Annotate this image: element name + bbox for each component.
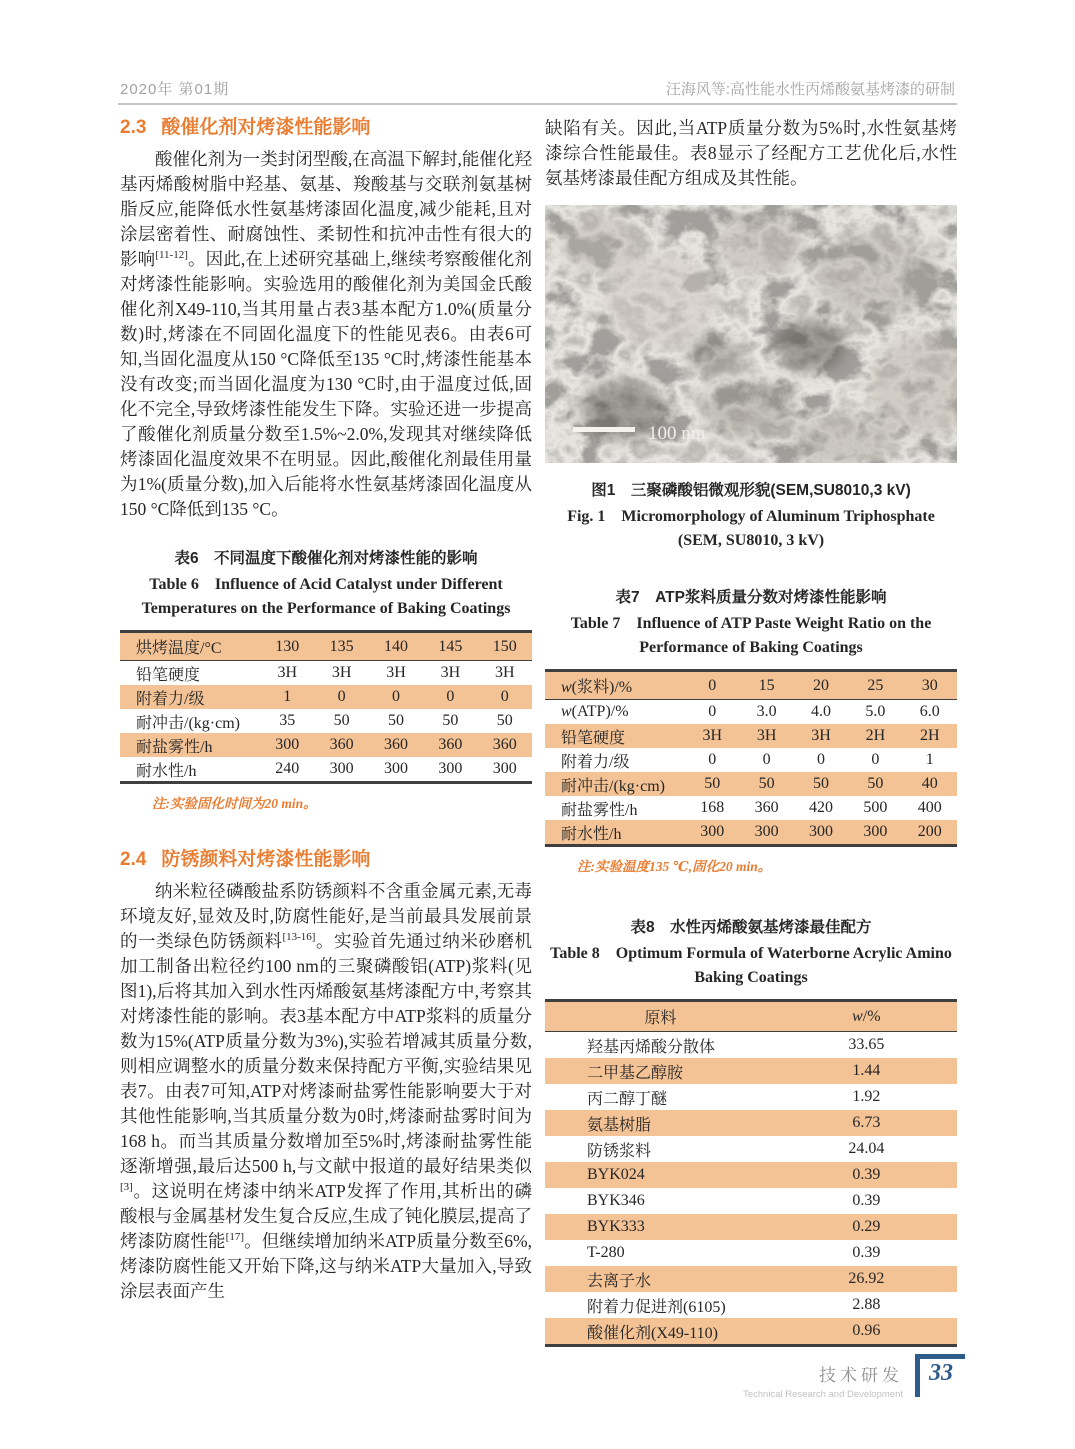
cell-value: 0 — [708, 751, 717, 768]
row-label: 附着力/级 — [561, 753, 630, 771]
header-issue: 2020年 第01期 — [120, 81, 230, 98]
cell-value: 360 — [314, 733, 368, 757]
row-label: 铅笔硬度 — [545, 724, 685, 748]
cell-value: 50 — [333, 712, 350, 729]
cell-value: 130 — [260, 632, 314, 661]
cell-value: 4.0 — [811, 703, 832, 720]
table8-caption-en: Table 8 Optimum Formula of Waterborne Acrylic Amino Baking Coatings — [550, 945, 952, 986]
cell-value: 420 — [809, 799, 834, 816]
row-label: 去离子水 — [545, 1266, 776, 1292]
row-label: 附着力促进剂(6105) — [587, 1298, 726, 1316]
cell-value: 0 — [708, 703, 717, 720]
cell-value: 135 — [314, 632, 368, 661]
row-label: 耐盐雾性/h — [120, 733, 260, 757]
table-row — [545, 1214, 957, 1240]
cell-value: 300 — [685, 820, 739, 846]
page-number-box — [915, 1354, 965, 1397]
row-label: 二甲基乙醇胺 — [545, 1058, 776, 1084]
cell-value: 1 — [925, 751, 934, 768]
cell-value: w/% — [776, 1001, 957, 1032]
table-row — [545, 772, 957, 796]
row-label: 酸催化剂(X49-110) — [545, 1318, 776, 1346]
cell-value: 50 — [685, 772, 739, 796]
footer-labels — [743, 1361, 903, 1400]
text-run: 。但继续增加纳米ATP质量分数至6%,烤漆防腐性能又开始下降,这与纳米ATP大量加入,导致涂层表面产生 — [120, 1231, 532, 1301]
cell-value: 300 — [438, 760, 463, 777]
cell-value: 26.92 — [776, 1266, 957, 1292]
cell-value: 500 — [863, 799, 888, 816]
cell-value: 0 — [314, 685, 368, 709]
cell-value: 168 — [700, 799, 725, 816]
cell-value: 360 — [423, 733, 477, 757]
row-label: T-280 — [587, 1244, 625, 1261]
cell-value: 40 — [903, 772, 957, 796]
row-label: 耐冲击/(kg·cm) — [545, 772, 685, 796]
cell-value: 0.29 — [776, 1214, 957, 1240]
row-label: 耐冲击/(kg·cm) — [136, 714, 240, 732]
table7 — [545, 669, 957, 847]
section-number: 2.4 — [120, 849, 147, 870]
page-footer — [743, 1354, 965, 1400]
cell-value: 0 — [423, 685, 477, 709]
table-row — [545, 671, 957, 700]
cell-value: 360 — [369, 733, 423, 757]
table-row — [545, 1032, 957, 1059]
citation-ref: [17] — [225, 1231, 244, 1244]
paragraph-2-3 — [120, 147, 532, 522]
cell-value: 50 — [739, 772, 793, 796]
cell-value: 360 — [754, 799, 779, 816]
row-label: 羟基丙烯酸分散体 — [587, 1038, 716, 1056]
cell-value: 24.04 — [848, 1140, 885, 1157]
table6-note: 注:实验固化时间为20 min。 — [152, 796, 317, 811]
cell-value: 3H — [277, 664, 298, 681]
figure1-caption-cn: 图1 三聚磷酸铝微观形貌(SEM,SU8010,3 kV) — [591, 482, 911, 499]
figure1-caption-en: Fig. 1 Micromorphology of Aluminum Triphosphate (SEM, SU8010, 3 kV) — [567, 508, 935, 549]
cell-value: 0.96 — [776, 1318, 957, 1346]
table-row — [545, 748, 957, 772]
row-label: 丙二醇丁醚 — [587, 1090, 668, 1108]
table8-caption-cn: 表8 水性丙烯酸氨基烤漆最佳配方 — [630, 919, 872, 936]
table-row — [545, 724, 957, 748]
table-row — [545, 1266, 957, 1292]
scale-bar-label: 100 nm — [648, 423, 706, 444]
cell-value: 300 — [384, 760, 409, 777]
row-label: w(浆料)/% — [545, 671, 685, 700]
cell-value: 5.0 — [865, 703, 886, 720]
cell-value: 3H — [495, 664, 515, 681]
cell-value: 25 — [848, 671, 902, 700]
text-run: 酸催化剂为一类封闭型酸,在高温下解封,能催化羟基丙烯酸树脂中羟基、氨基、羧酸基与交联剂氨基树脂反应,能降低水性氨基烤漆固化温度,减少能耗,且对涂层密着性、耐腐蚀性、柔韧性和抗冲击性有很大的影响 — [120, 149, 532, 269]
table-row — [545, 1058, 957, 1084]
table-row — [545, 1084, 957, 1110]
table-row — [545, 820, 957, 846]
figure1 — [545, 205, 957, 553]
row-label: 附着力/级 — [120, 685, 260, 709]
citation-ref: [11-12] — [155, 249, 188, 262]
cell-value: 0 — [762, 751, 771, 768]
cell-value: 300 — [794, 820, 848, 846]
cell-value: 0 — [871, 751, 880, 768]
cell-value: 0 — [685, 671, 739, 700]
section-heading-2-4 — [120, 848, 532, 872]
cell-value: 300 — [848, 820, 902, 846]
row-label: w(ATP)/% — [561, 703, 629, 720]
cell-value: 0 — [369, 685, 423, 709]
cell-value: 15 — [739, 671, 793, 700]
cell-value: 50 — [794, 772, 848, 796]
cell-value: 150 — [478, 632, 532, 661]
cell-value: 6.73 — [776, 1110, 957, 1136]
sem-image — [545, 205, 957, 463]
table7-caption-en: Table 7 Influence of ATP Paste Weight Ratio on the Performance of Baking Coatings — [570, 615, 932, 656]
table6-caption-cn: 表6 不同温度下酸催化剂对烤漆性能的影响 — [174, 550, 478, 567]
text-run: 。因此,在上述研究基础上,继续考察酸催化剂对烤漆性能影响。实验选用的酸催化剂为美国金氏酸催化剂X49-110,当其用量占表3基本配方1.0%(质量分数)时,烤漆在不同固化温度下的性能见表6。由表6可知,当固化温度从150 °C降低至135 °C时,烤漆性能基本没有改变;而当固化温度为130 °C时,由于温度过低,固化不完全,导致烤漆性能发生下降。实验还进一步提高了酸催化剂质量分数至1.5%~2.0%,发现其对继续降低烤漆固化温度效果不在明显。因此,酸催化剂最佳用量为1%(质量分数),加入后能将水性氨基烤漆固化温度从150 °C降低到135 °C。 — [120, 249, 533, 519]
table-row — [120, 632, 532, 661]
cell-value: 2.88 — [852, 1296, 881, 1313]
table-row — [545, 1162, 957, 1188]
table6-block — [120, 548, 532, 812]
section-title: 酸催化剂对烤漆性能影响 — [161, 117, 371, 138]
paragraph-continuation: 缺陷有关。因此,当ATP质量分数为5%时,水性氨基烤漆综合性能最佳。表8显示了经配方工艺优化后,水性氨基烤漆最佳配方组成及其性能。 — [545, 118, 957, 188]
table-row — [120, 757, 532, 783]
row-label: 铅笔硬度 — [136, 666, 201, 684]
cell-value: 0 — [478, 685, 532, 709]
row-label: 耐水性/h — [136, 762, 197, 780]
header-running-title: 汪海风等:高性能水性丙烯酸氨基烤漆的研制 — [665, 81, 955, 98]
table8-block — [545, 917, 957, 1347]
cell-value: 35 — [279, 712, 296, 729]
citation-ref: [13-16] — [282, 931, 316, 944]
cell-value: 0.39 — [776, 1162, 957, 1188]
table6 — [120, 630, 532, 784]
text-run: 。实验首先通过纳米砂磨机加工制备出粒径约100 nm的三聚磷酸铝(ATP)浆料(见图1),后将其加入到水性丙烯酸氨基烤漆配方中,考察其对烤漆性能的影响。表3基本配方中ATP浆料的质量分数为15%(ATP质量分数为3%),实验若增减其质量分数,则相应调整水的质量分数来保持配方平衡,实验结果见表7。由表7可知,ATP对烤漆耐盐雾性能影响要大于对其他性能影响,当其质量分数为0时,烤漆耐盐雾时间为168 h。而当其质量分数增加至5%时,烤漆耐盐雾性能逐渐增强,最后达500 h,与文献中报道的最好结果类似 — [120, 931, 533, 1176]
row-label: BYK024 — [545, 1162, 776, 1188]
section-number: 2.3 — [120, 117, 147, 138]
row-label: 耐盐雾性/h — [561, 801, 638, 819]
cell-value: 360 — [478, 733, 532, 757]
cell-value: 0 — [817, 751, 826, 768]
row-label: 原料 — [545, 1001, 776, 1032]
cell-value: 400 — [917, 799, 942, 816]
cell-value: 3H — [685, 724, 739, 748]
cell-value: 2H — [848, 724, 902, 748]
cell-value: 3H — [739, 724, 793, 748]
cell-value: 2H — [903, 724, 957, 748]
row-label: 防锈浆料 — [587, 1142, 652, 1160]
cell-value: 240 — [275, 760, 300, 777]
table7-caption-cn: 表7 ATP浆料质量分数对烤漆性能影响 — [615, 589, 887, 606]
paragraph-2-4 — [120, 879, 532, 1304]
header-rule — [118, 103, 957, 105]
cell-value: 300 — [739, 820, 793, 846]
cell-value: 50 — [442, 712, 459, 729]
cell-value: 1.44 — [776, 1058, 957, 1084]
table-row — [545, 700, 957, 725]
cell-value: 1 — [260, 685, 314, 709]
cell-value: 30 — [903, 671, 957, 700]
table7-block — [545, 587, 957, 875]
table-row — [545, 1001, 957, 1032]
cell-value: 3H — [386, 664, 406, 681]
footer-label-cn: 技术研发 — [819, 1366, 903, 1385]
cell-value: 200 — [903, 820, 957, 846]
cell-value: 50 — [848, 772, 902, 796]
table7-note: 注:实验温度135 ℃,固化20 min。 — [577, 859, 772, 874]
row-label: 耐水性/h — [545, 820, 685, 846]
table-row — [120, 709, 532, 733]
cell-value: 0.39 — [852, 1244, 881, 1261]
table-row — [545, 1110, 957, 1136]
cell-value: 3H — [794, 724, 848, 748]
section-title: 防锈颜料对烤漆性能影响 — [161, 849, 371, 870]
right-column — [545, 116, 957, 1347]
footer-label-en: Technical Research and Development — [742, 1389, 903, 1400]
table-row — [120, 661, 532, 686]
cell-value: 300 — [260, 733, 314, 757]
row-label: 氨基树脂 — [545, 1110, 776, 1136]
cell-value: 1.92 — [852, 1088, 881, 1105]
table-row — [545, 796, 957, 820]
cell-value: 145 — [423, 632, 477, 661]
section-heading-2-3 — [120, 116, 532, 140]
cell-value: 300 — [329, 760, 354, 777]
cell-value: 3.0 — [756, 703, 777, 720]
row-label: BYK346 — [587, 1192, 645, 1209]
cell-value: 0.39 — [852, 1192, 881, 1209]
cell-value: 3H — [331, 664, 352, 681]
page-number: 33 — [915, 1359, 965, 1397]
table6-caption-en: Table 6 Influence of Acid Catalyst under Different Temperatures on the Performance of Baking Coatings — [141, 576, 511, 617]
left-column — [120, 116, 532, 1304]
table-row — [120, 733, 532, 757]
text-run: 。这说明在烤漆中纳米ATP发挥了作用,其析出的磷酸根与金属基材发生复合反应,生成了钝化膜层,提高了烤漆防腐性能 — [120, 1181, 532, 1251]
cell-value: 140 — [369, 632, 423, 661]
table-row — [545, 1188, 957, 1214]
table-row — [120, 685, 532, 709]
table8 — [545, 999, 957, 1347]
table-row — [545, 1136, 957, 1162]
cell-value: 6.0 — [919, 703, 940, 720]
cell-value: 300 — [492, 760, 517, 777]
text-run: 纳米粒径磷酸盐系防锈颜料不含重金属元素,无毒环境友好,显效及时,防腐性能好,是当前最具发展前景的一类绿色防锈颜料 — [120, 881, 532, 951]
cell-value: 50 — [388, 712, 405, 729]
cell-value: 20 — [794, 671, 848, 700]
table-row — [545, 1318, 957, 1346]
citation-ref: [3] — [120, 1181, 133, 1194]
row-label: BYK333 — [545, 1214, 776, 1240]
cell-value: 33.65 — [848, 1036, 885, 1053]
cell-value: 50 — [496, 712, 513, 729]
table-row — [545, 1292, 957, 1318]
row-label: 烘烤温度/°C — [120, 632, 260, 661]
cell-value: 3H — [440, 664, 461, 681]
table-row — [545, 1240, 957, 1266]
